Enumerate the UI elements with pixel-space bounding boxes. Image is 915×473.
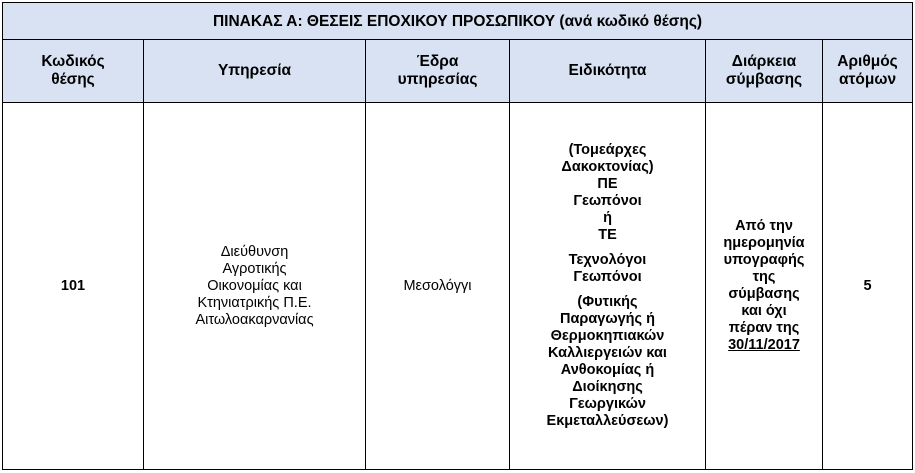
- table-title-row: [3, 3, 913, 40]
- cell-count: 5: [823, 103, 913, 470]
- header-code: Κωδικός θέσης: [3, 40, 144, 103]
- table-header-row: [3, 40, 913, 103]
- positions-table: [2, 2, 913, 470]
- duration-end-date: 30/11/2017: [728, 337, 800, 353]
- cell-specialty: (Τομεάρχες Δακοκτονίας) ΠΕ Γεωπόνοι ή ΤΕ Τεχνολόγοι Γεωπόνοι (Φυτικής Παραγωγής ή Θερμοκηπιακών Καλλιεργειών και Ανθοκομίας ή Διοίκησης Γεωργικών Εκμεταλλεύσεων): [510, 103, 706, 470]
- table-row: [3, 103, 913, 470]
- header-seat: Έδρα υπηρεσίας: [366, 40, 510, 103]
- cell-duration: Από την ημερομηνία υπογραφής της σύμβασης και όχι πέραν της 30/11/2017: [706, 103, 823, 470]
- cell-code: 101: [3, 103, 144, 470]
- header-count: Αριθμός ατόμων: [823, 40, 913, 103]
- cell-service: Διεύθυνση Αγροτικής Οικονομίας και Κτηνιατρικής Π.Ε. Αιτωλοακαρνανίας: [144, 103, 366, 470]
- header-service: Υπηρεσία: [144, 40, 366, 103]
- header-specialty: Ειδικότητα: [510, 40, 706, 103]
- cell-seat: Μεσολόγγι: [366, 103, 510, 470]
- table-title: ΠΙΝΑΚΑΣ Α: ΘΕΣΕΙΣ ΕΠΟΧΙΚΟΥ ΠΡΟΣΩΠΙΚΟΥ (ανά κωδικό θέσης): [3, 3, 913, 40]
- header-duration: Διάρκεια σύμβασης: [706, 40, 823, 103]
